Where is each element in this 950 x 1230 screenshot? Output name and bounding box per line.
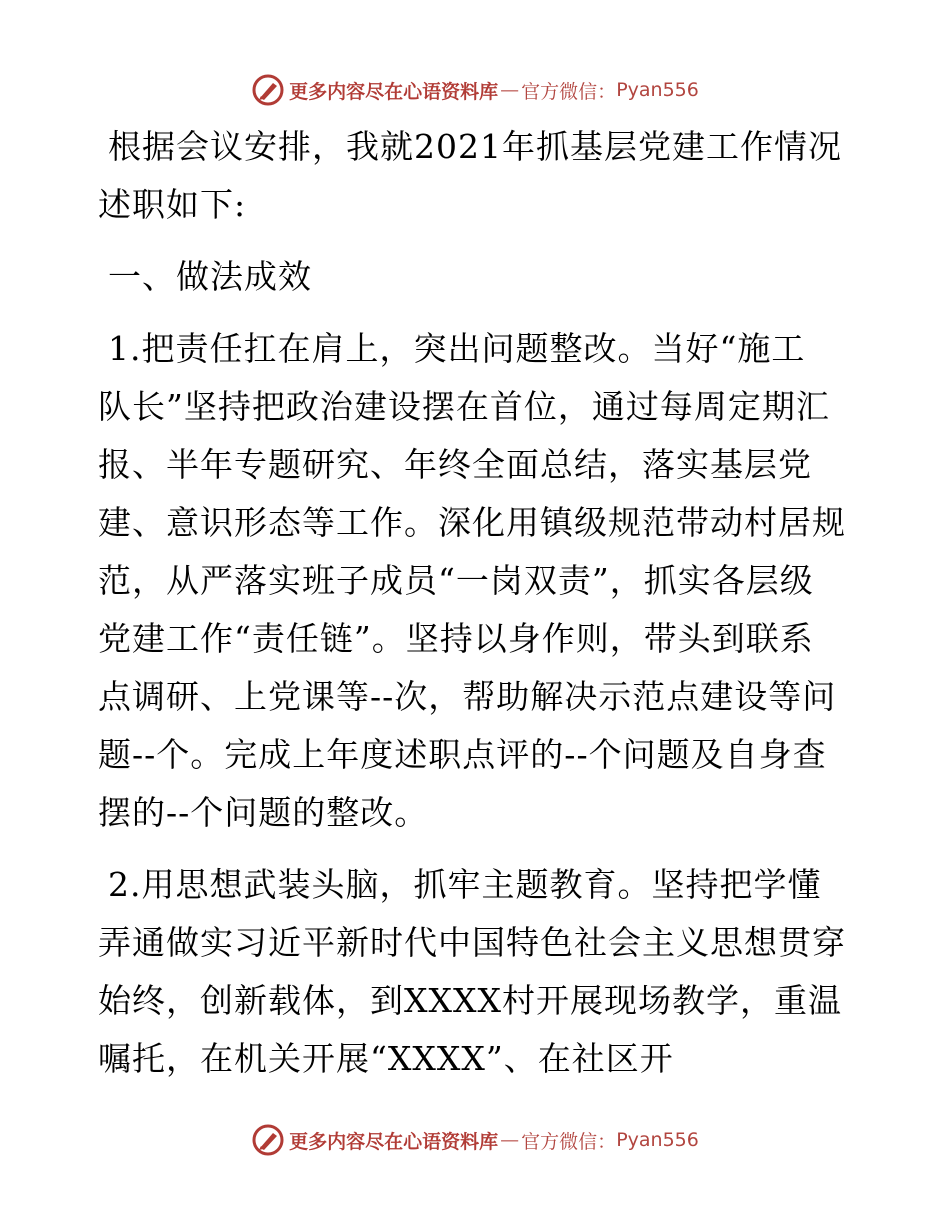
watermark-main-text: 更多内容尽在心语资料库 [289, 1130, 499, 1153]
paragraph-line: 1.把责任扛在肩上，突出问题整改。当好“施工 [108, 329, 806, 368]
paragraph-line: 摆的--个问题的整改。 [98, 793, 429, 832]
paragraph-line: 党建工作“责任链”。坚持以身作则，带头到联系 [98, 619, 814, 658]
paragraph-line: 建、意识形态等工作。深化用镇级规范带动村居规 [98, 503, 846, 542]
intro-line-1: 根据会议安排，我就2021年抓基层党建工作情况 [108, 127, 842, 166]
watermark-wechat-handle: Pyan556 [616, 1129, 699, 1151]
watermark-wechat-label: 官方微信： [521, 1130, 617, 1153]
paragraph-line: 范，从严落实班子成员“一岗双责”，抓实各层级 [98, 561, 814, 600]
paragraph-line: 点调研、上党课等--次，帮助解决示范点建设等问 [98, 677, 837, 716]
watermark-main-text: 更多内容尽在心语资料库 [289, 80, 499, 103]
pen-logo-icon [251, 73, 285, 107]
intro-line-2: 述职如下: [98, 185, 247, 224]
paragraph-line: 嘱托，在机关开展“XXXX”、在社区开 [98, 1039, 674, 1078]
document-body [98, 118, 858, 1088]
pen-logo-icon [251, 1123, 285, 1157]
paragraph-line: 报、半年专题研究、年终全面总结，落实基层党 [98, 445, 812, 484]
watermark-dash: — [500, 1129, 520, 1151]
watermark-footer [0, 1120, 950, 1160]
watermark-wechat-handle: Pyan556 [616, 79, 699, 101]
watermark-header [0, 70, 950, 110]
paragraph-1 [98, 320, 858, 842]
paragraph-line: 始终，创新载体，到XXXX村开展现场教学，重温 [98, 981, 842, 1020]
paragraph-line: 题--个。完成上年度述职点评的--个问题及自身查 [98, 735, 827, 774]
paragraph-line: 队长”坚持把政治建设摆在首位，通过每周定期汇 [98, 387, 830, 426]
section-heading: 一、做法成效 [108, 257, 312, 296]
paragraph-line: 弄通做实习近平新时代中国特色社会主义思想贯穿 [98, 923, 846, 962]
watermark-dash: — [500, 79, 520, 101]
paragraph-2 [98, 856, 858, 1088]
watermark-wechat-label: 官方微信： [521, 80, 617, 103]
paragraph-line: 2.用思想武装头脑，抓牢主题教育。坚持把学懂 [108, 865, 822, 904]
